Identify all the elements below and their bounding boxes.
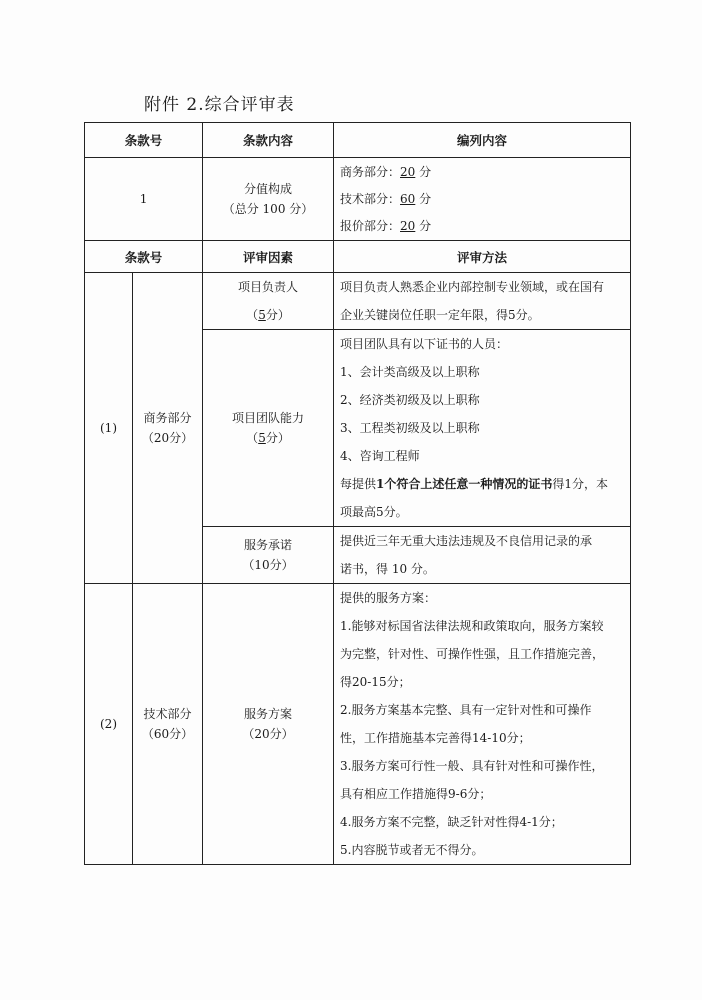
header-clause-no: 条款号 (85, 241, 203, 273)
factor-score: （20分） (242, 727, 294, 741)
method-cell: 项目团队具有以下证书的人员： 1、会计类高级及以上职称 2、经济类初级及以上职称 3、工程类初级及以上职称 4、咨询工程师 每提供1个符合上述任意一种情况的证书得1分，本 项最高5分。 (334, 330, 631, 527)
section-name-cell (133, 584, 203, 865)
section-number: (2) (85, 584, 133, 865)
page-title: 附件 2.综合评审表 (144, 95, 295, 115)
method-cell: 项目负责人熟悉企业内部控制专业领域，或在国有 企业关键岗位任职一定年限，得5分。 (334, 273, 631, 330)
clause-number: 1 (85, 158, 203, 241)
factor-score: （5分） (246, 308, 290, 322)
score-breakdown (334, 158, 631, 241)
section-number: (1) (85, 273, 133, 584)
section-name: 商务部分 (143, 411, 192, 425)
section-name: 技术部分 (143, 707, 192, 721)
method-cell: 提供的服务方案： 1.能够对标国省法律法规和政策取向，服务方案较 为完整，针对性、可操作性强，且工作措施完善， 得20-15分； 2.服务方案基本完整、具有一定针对性和可操作 性，工作措施基本完善得14-10分； 3.服务方案可行性一般、具有针对性和可操作性， 具有相应工作措施得9-6分； 4.服务方案不完整，缺乏针对性得4-1分； 5.内容脱节或者无不得分。 (334, 584, 631, 865)
list-item: 技术部分：60 分 (340, 191, 432, 206)
section-score: （60分） (141, 727, 194, 741)
table-row (85, 584, 631, 865)
section-name-cell (133, 273, 203, 584)
header-evaluation-factor: 评审因素 (203, 241, 334, 273)
factor-name: 项目负责人 (238, 280, 299, 294)
factor-cell (203, 584, 334, 865)
header-evaluation-method: 评审方法 (334, 241, 631, 273)
factor-name: 服务方案 (244, 707, 293, 721)
score-composition-cell (203, 158, 334, 241)
list-item: 报价部分：20 分 (340, 218, 432, 233)
total-score-note: （总分 100 分） (222, 202, 314, 216)
factor-cell (203, 273, 334, 330)
score-composition-label: 分值构成 (244, 182, 293, 196)
list-item: 商务部分：20 分 (340, 164, 432, 179)
factor-cell (203, 330, 334, 527)
table-header-row (85, 241, 631, 273)
table-row (85, 273, 631, 330)
header-clause-no: 条款号 (85, 123, 203, 158)
factor-cell (203, 527, 334, 584)
table-row (85, 158, 631, 241)
header-clause-content: 条款内容 (203, 123, 334, 158)
factor-name: 服务承诺 (244, 538, 293, 552)
header-compiled-content: 编列内容 (334, 123, 631, 158)
table-header-row (85, 123, 631, 158)
evaluation-table (84, 122, 631, 865)
method-cell: 提供近三年无重大违法违规及不良信用记录的承 诺书，得 10 分。 (334, 527, 631, 584)
factor-score: （5分） (246, 431, 290, 445)
factor-score: （10分） (242, 558, 294, 572)
factor-name: 项目团队能力 (232, 411, 305, 425)
section-score: （20分） (141, 431, 194, 445)
